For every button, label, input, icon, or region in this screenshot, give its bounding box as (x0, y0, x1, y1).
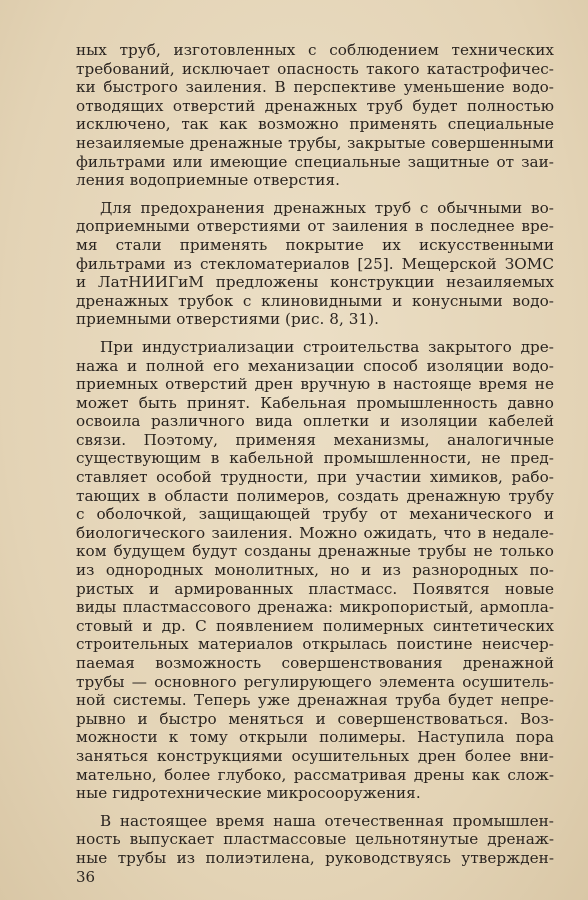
text-line: мя стали применять покрытие их искусственными (76, 235, 554, 254)
text-line: дренажных трубок с клиновидными и конусными водо- (76, 291, 554, 310)
text-line: В настоящее время наша отечественная промышлен- (100, 811, 554, 830)
text-line: виды пластмассового дренажа: микропористый, армопла- (76, 598, 554, 617)
text-line: ки быстрого заиления. В перспективе уменьшение водо- (76, 78, 554, 97)
text-line: приемными отверстиями (рис. 8, 31). (76, 310, 380, 329)
text-line: отводящих отверстий дренажных труб будет полностью (76, 96, 554, 115)
text-line: ные трубы из полиэтилена, руководствуясь утвержден- (76, 848, 554, 867)
text-line: трубы — основного регулирующего элемента осушитель- (76, 672, 554, 691)
text-line: фильтрами из стекломатериалов [25]. Мещерской ЗОМС (76, 254, 554, 273)
text-line: ком будущем будут созданы дренажные трубы не только (76, 542, 554, 561)
text-line: биологического заиления. Можно ожидать, что в недале- (76, 523, 554, 542)
text-line: нажа и полной его механизации способ изоляции водо- (76, 356, 554, 375)
body-text (76, 41, 554, 868)
paragraph-2 (76, 199, 554, 329)
paragraph-1 (76, 41, 554, 190)
text-line: ные гидротехнические микросооружения. (76, 784, 421, 803)
text-line: связи. Поэтому, применяя механизмы, аналогичные (76, 430, 554, 449)
text-line: заняться конструкциями осушительных дрен более вни- (76, 746, 554, 765)
text-line: ной системы. Теперь уже дренажная труба будет непре- (76, 691, 554, 710)
text-line: существующим в кабельной промышленности, не пред- (76, 449, 554, 468)
text-line: требований, исключает опасность такого катастрофичес- (76, 59, 554, 78)
text-line: с оболочкой, защищающей трубу от механического и (76, 505, 554, 524)
text-line: ристых и армированных пластмасс. Появятся новые (76, 579, 554, 598)
text-line: строительных материалов открылась поистине неисчер- (76, 635, 554, 654)
paragraph-4 (76, 812, 554, 868)
text-line: ных труб, изготовленных с соблюдением технических (76, 41, 554, 59)
text-line: мательно, более глубоко, рассматривая дрены как слож- (76, 765, 554, 784)
text-line: тающих в области полимеров, создать дренажную трубу (76, 486, 554, 505)
text-line: фильтрами или имеющие специальные защитные от заи- (76, 152, 554, 171)
text-line: можности к тому открыли полимеры. Наступила пора (76, 728, 554, 747)
text-line: ления водоприемные отверстия. (76, 171, 340, 190)
text-line: стовый и др. С появлением полимерных синтетических (76, 616, 554, 635)
page-number: 36 (76, 868, 96, 886)
text-line: рывно и быстро меняться и совершенствоваться. Воз- (76, 709, 554, 728)
text-line: паемая возможность совершенствования дренажной (76, 654, 554, 672)
text-line: ность выпускает пластмассовые цельнотянутые дренаж- (76, 830, 554, 849)
text-line: освоила различного вида оплетки и изоляции кабелей (76, 412, 554, 431)
text-line: Для предохранения дренажных труб с обычными во- (100, 198, 554, 217)
text-line: незаиляемые дренажные трубы, закрытые совершенными (76, 133, 554, 152)
text-line: из однородных монолитных, но и из разнородных по- (76, 561, 554, 580)
text-line: ставляет особой трудности, при участии химиков, рабо- (76, 468, 554, 487)
text-line: доприемными отверстиями от заиления в последнее вре- (76, 217, 554, 236)
text-line: и ЛатНИИГиМ предложены конструкции незаиляемых (76, 273, 554, 292)
paragraph-3 (76, 338, 554, 803)
text-line: При индустриализации строительства закрытого дре- (100, 337, 554, 356)
text-line: исключено, так как возможно применять специальные (76, 115, 554, 134)
text-line: приемных отверстий дрен вручную в настояще время не (76, 375, 554, 394)
text-line: может быть принят. Кабельная промышленность давно (76, 393, 554, 412)
